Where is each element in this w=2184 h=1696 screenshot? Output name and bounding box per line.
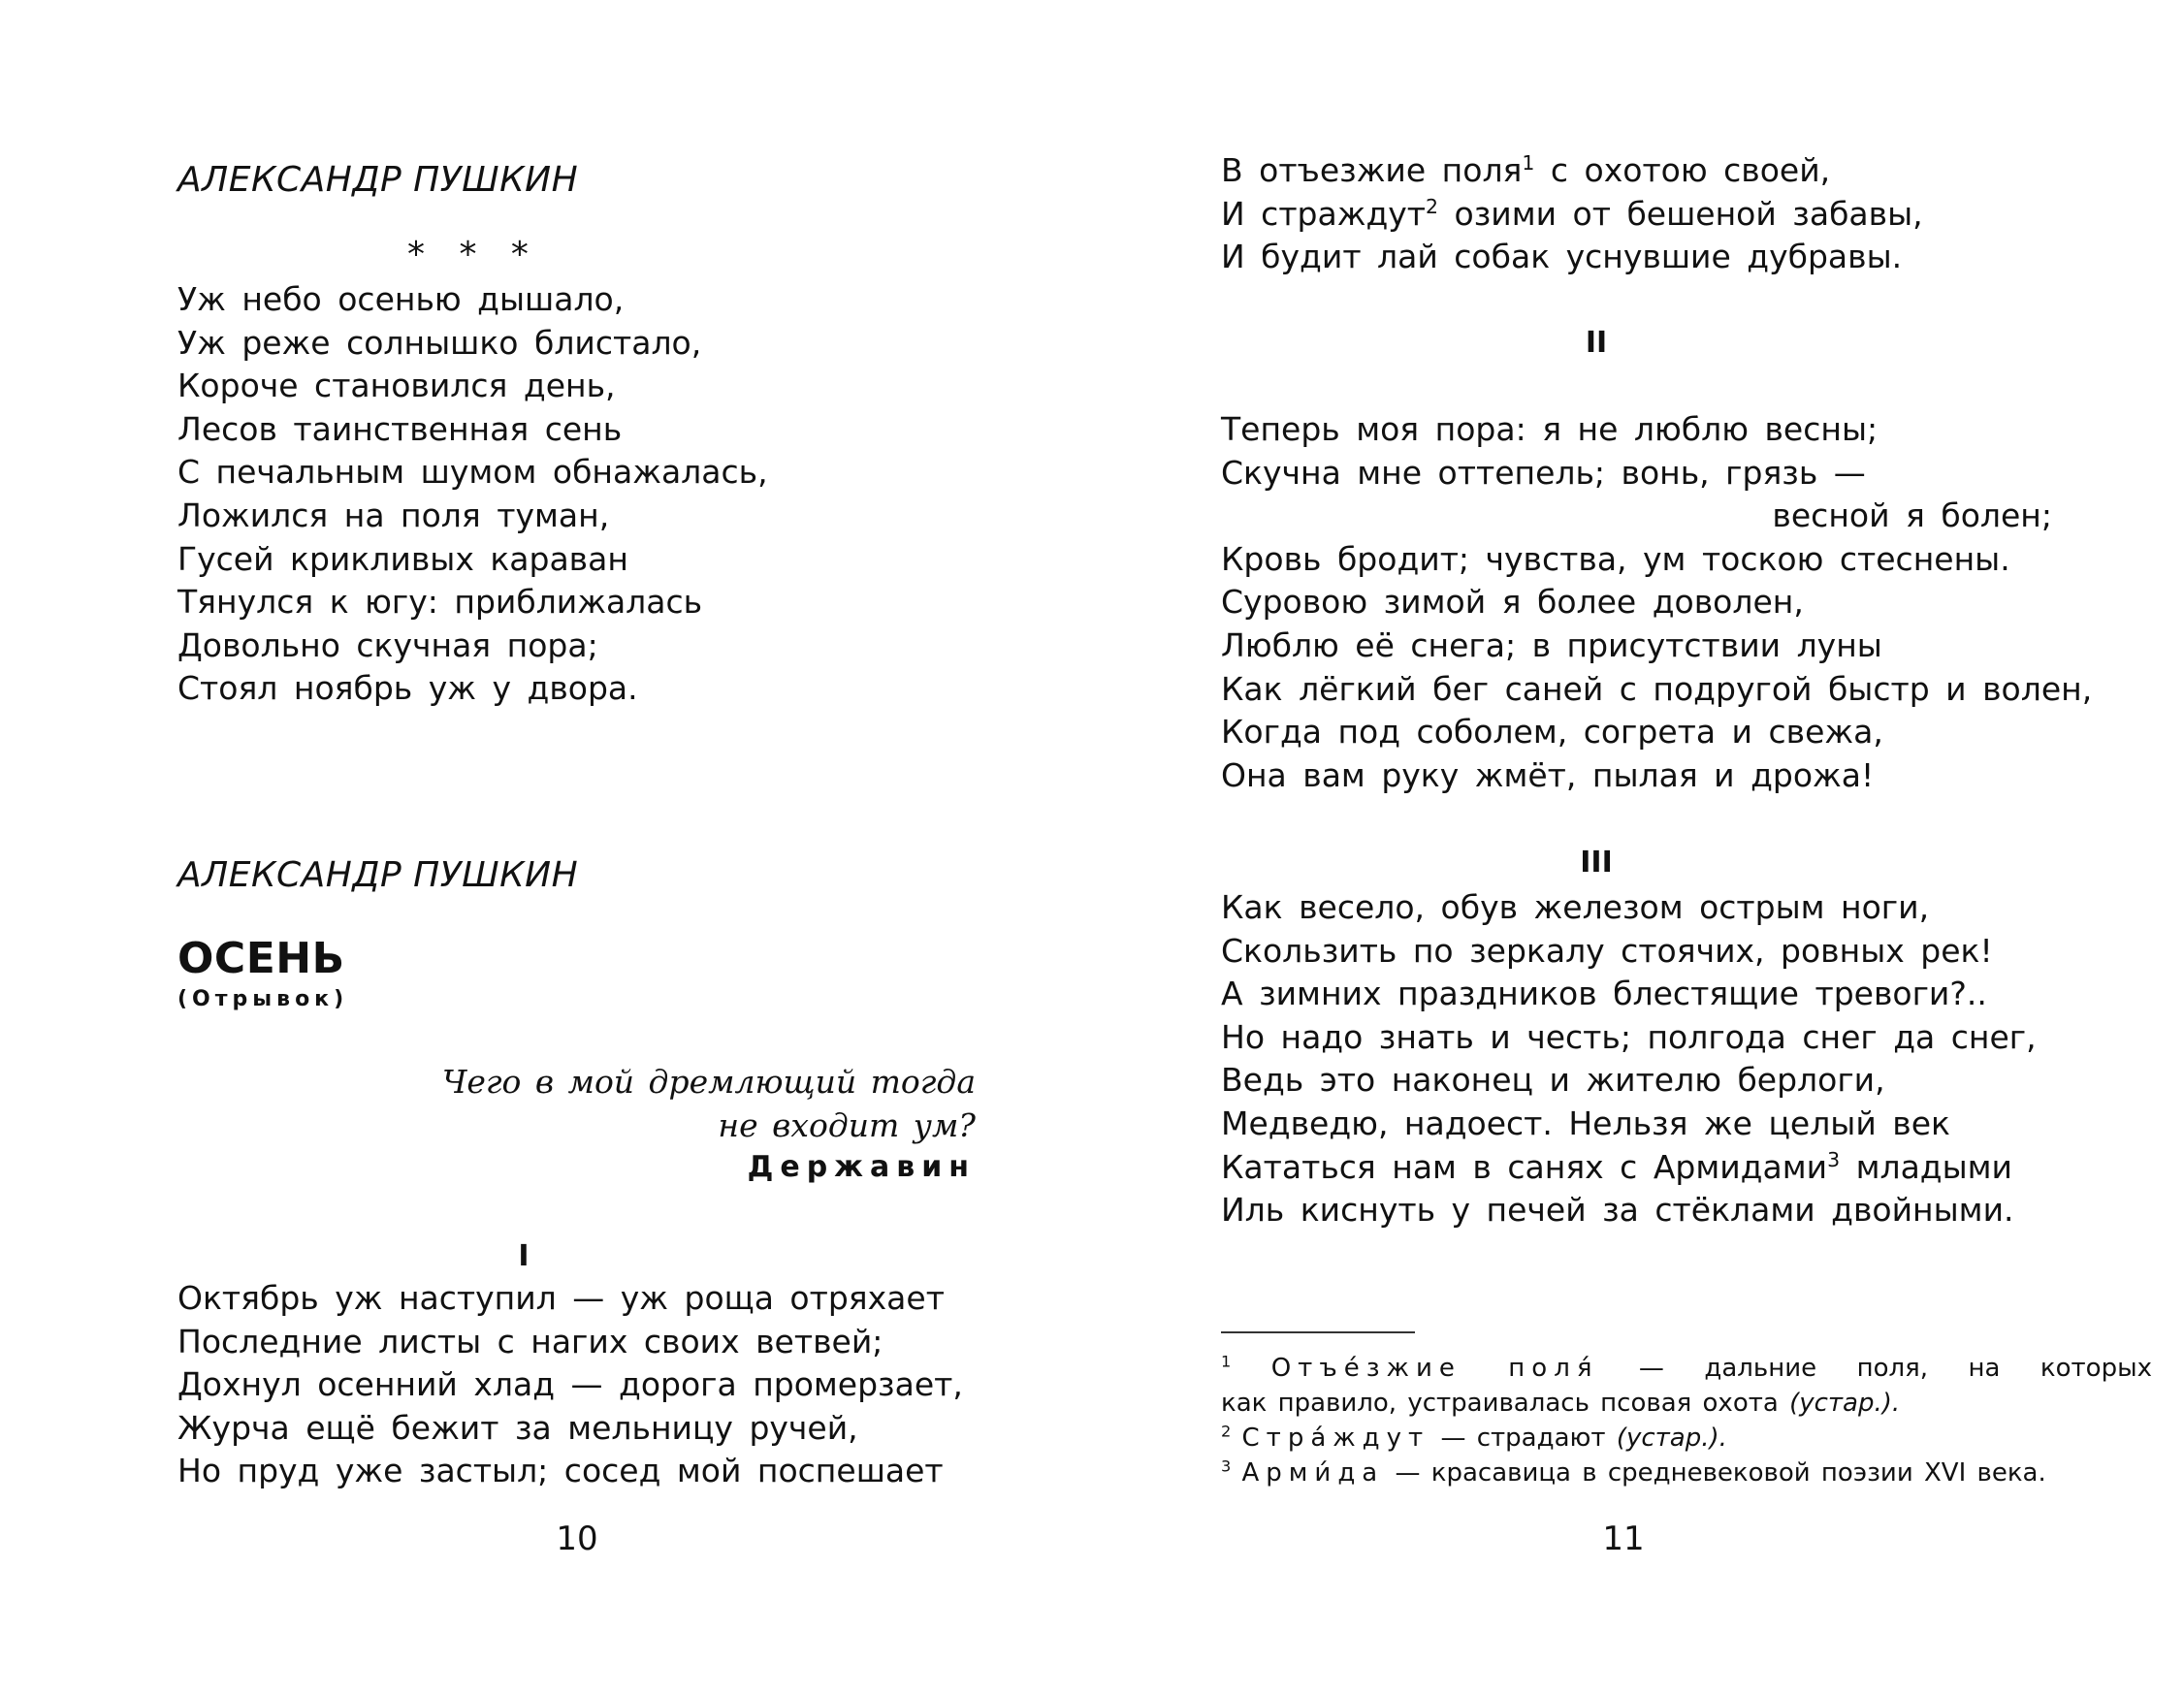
verse-line: Лесов таинственная сень [177,409,623,448]
verse-line: Тянулся к югу: приближалась [177,583,703,622]
footnote-3: $^3$ Арми́да — красавица в средневековой поэзии XVI века. [1221,1456,2046,1488]
footnote-ref[interactable]: 1 [1522,151,1535,175]
poem1-verse [177,278,768,711]
poem1-author: АЛЕКСАНДР ПУШКИН [177,160,579,200]
verse-line: Стоял ноябрь уж у двора. [177,669,638,708]
verse-line: Журча ещё бежит за мельницу ручей, [177,1408,858,1447]
footnote-1: $^1$ Отъе́зжие поля́ — дальние поля, на которых [1221,1352,2152,1383]
verse-line: Как лёгкий бег саней с подругой быстр и волен, [1221,669,2093,708]
section1-verse [177,1277,963,1493]
footnote-divider [1221,1331,1415,1333]
verse-line: Ложился на поля туман, [177,496,610,534]
right-page [1092,0,2184,1696]
footnote-term: Арми́да [1241,1458,1385,1488]
verse-line: Медведю, надоест. Нельзя же целый век [1221,1104,1950,1142]
footnotes [1221,1351,2152,1490]
page-number: 10 [556,1520,598,1558]
verse-line: С печальным шумом обнажалась, [177,453,768,492]
poem-title: ОСЕНЬ [177,934,345,983]
verse-line: Она вам руку жмёт, пылая и дрожа! [1221,755,1875,794]
verse-line: Гусей крикливых караван [177,539,628,578]
footnote-term: Стра́ждут [1241,1424,1430,1453]
verse-line: Дохнул осенний хлад — дорога промерзает, [177,1365,963,1404]
section-number: II [1585,326,1608,360]
section3-verse [1221,886,2037,1232]
verse-line: Короче становился день, [177,367,616,405]
footnote-2: $^2$ Стра́ждут — страдают (устар.). [1221,1422,1727,1453]
verse-line: Иль киснуть у печей за стёклами двойными. [1221,1191,2014,1230]
section2-verse [1221,408,2152,797]
section-number: III [1580,846,1613,880]
footnote-term: Отъе́зжие поля́ [1270,1354,1599,1383]
verse-line: И страждут$^2$ озими от бешеной забавы, [1221,194,1923,233]
verse-line: Довольно скучная пора; [177,625,598,664]
verse-line: Кровь бродит; чувства, ум тоскою стеснены. [1221,539,2010,578]
verse-line: Кататься нам в санях с Армидами$^3$ младыми [1221,1147,2013,1186]
verse-line-continuation: весной я болен; [1772,496,2052,535]
epigraph [442,1061,976,1147]
verse-line: Когда под соболем, согрета и свежа, [1221,713,1883,752]
verse-line: Скользить по зеркалу стоячих, ровных рек! [1221,931,1993,970]
verse-line: Но надо знать и честь; полгода снег да снег, [1221,1017,2037,1056]
verse-line: Уж реже солнышко блистало, [177,323,702,362]
verse-line: Суровою зимой я более доволен, [1221,583,1804,622]
page-number: 11 [1602,1520,1645,1558]
poem-subtitle: (Отрывок) [177,987,349,1011]
poem2-author: АЛЕКСАНДР ПУШКИН [177,855,579,895]
footnote-ref[interactable]: 3 [1827,1147,1841,1171]
verse-line: Октябрь уж наступил — уж роща отряхает [177,1279,945,1317]
epigraph-line: Чего в мой дремлющий тогда [441,1063,976,1101]
verse-line: Как весело, обув железом острым ноги, [1221,888,1930,926]
verse-line: Скучна мне оттепель; вонь, грязь — [1221,453,1866,492]
verse-line: Но пруд уже застыл; сосед мой поспешает [177,1452,944,1490]
verse-line: Последние листы с нагих своих ветвей; [177,1322,883,1360]
poem1-stars: * * * [407,235,540,274]
verse-line: Люблю её снега; в присутствии луны [1221,625,1882,664]
epigraph-author: Державин [747,1150,976,1184]
footnote-ref[interactable]: 2 [1426,194,1439,218]
verse-line: Ведь это наконец и жителю берлоги, [1221,1061,1885,1100]
footnote-1-cont: как правило, устраивалась псовая охота (устар.). [1221,1389,1901,1418]
verse-line: И будит лай собак уснувшие дубравы. [1221,238,1903,276]
continuation-verse [1221,149,1923,279]
verse-line: В отъезжие поля$^1$ с охотою своей, [1221,151,1831,189]
verse-line: А зимних праздников блестящие тревоги?.. [1221,975,1987,1013]
verse-line: Уж небо осенью дышало, [177,280,625,318]
section-number: I [518,1239,530,1273]
epigraph-line: не входит ум? [718,1105,976,1144]
verse-line: Теперь моя пора: я не люблю весны; [1221,410,1879,448]
